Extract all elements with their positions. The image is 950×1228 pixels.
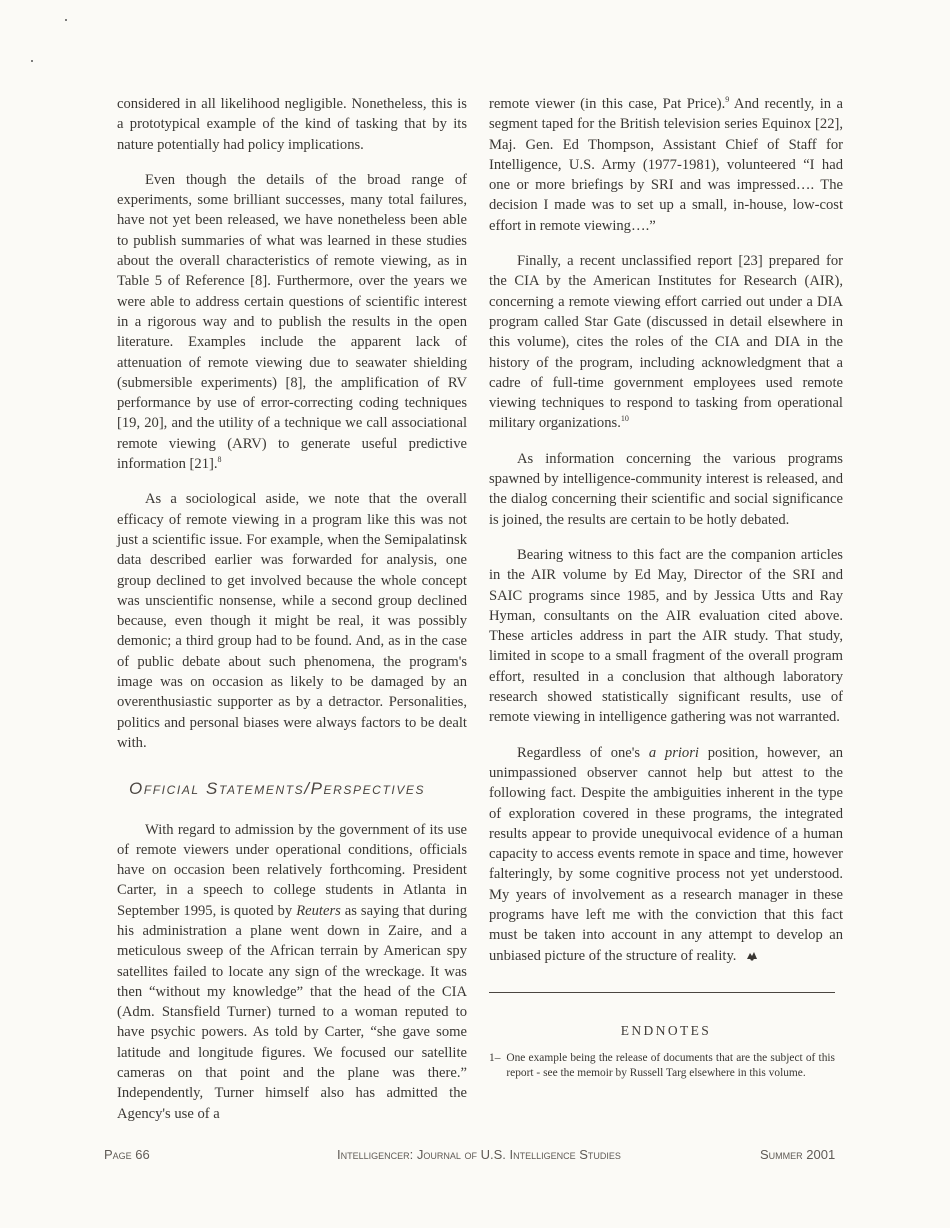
paragraph-text: position, however, an unimpassioned observer cannot help but attest to the following fact. Despite the ambiguities inherent in the type of exploration covered in these programs, the integrated results appear to provide unequivocal evidence of a human capacity to access events remote in space and time, however falteringly, by some cognitive process not yet understood. My years of involvement as a research manager in these programs have left me with the conviction that this fact must be taken into account in any attempt to develop an unbiased picture of the structure of reality.: [489, 744, 843, 964]
paragraph: As information concerning the various programs spawned by intelligence-community interest is released, and the dialog concerning their scientific and social significance is joined, the results are certain to be hotly debated.: [489, 450, 843, 528]
section-heading: Official Statements/Perspectives: [129, 779, 426, 799]
paragraph: [117, 170, 467, 474]
left-column: [117, 94, 467, 1139]
journal-title: Intelligencer: Journal of U.S. Intelligence Studies: [337, 1147, 621, 1162]
issue-date: Summer 2001: [760, 1147, 836, 1162]
scan-speck: [31, 60, 33, 62]
paragraph-text: Regardless of one's: [517, 744, 649, 761]
endnotes-title: ENDNOTES: [620, 1022, 712, 1038]
paragraph: considered in all likelihood negligible. Nonetheless, this is a prototypical example of the kind of tasking that by its nature potentially had policy implications.: [117, 96, 467, 153]
paragraph: [489, 743, 843, 966]
paragraph-text: Finally, a recent unclassified report [23] prepared for the CIA by the American Institutes for Research (AIR), concerning a remote viewing effort carried out under a DIA program called Star Gate (discussed in detail elsewhere in this volume), cites the roles of the CIA and DIA in the history of the program, including acknowledgment that a cadre of full-time government employees used remote viewing techniques to respond to tasking from operational military organizations.: [489, 253, 843, 432]
paragraph-text: And recently, in a segment taped for the British television series Equinox [22], Maj. Gen. Ed Thompson, Assistant Chief of Staff for Intelligence, U.S. Army (1977-1981), volunteered “I had one or more briefings by SRI and was impressed…. The decision I made was to set up a small, in-house, low-cost effort in remote viewing….”: [489, 96, 844, 234]
endnote-text: One example being the release of documents that are the subject of this report - see the memoir by Russell Targ elsewhere in this volume.: [506, 1052, 835, 1080]
italic-text: Reuters: [296, 902, 341, 919]
italic-text: a priori: [648, 744, 699, 761]
paragraph: [489, 94, 843, 236]
end-of-article-icon: [746, 951, 758, 961]
paragraph-text: as saying that during his administration a plane went down in Zaire, and a meticulous sweep of the African terrain by American spy satellites failed to locate any sign of the wreckage. It was then “without my knowledge” that the head of the CIA (Adm. Stansfield Turner) turned to a woman reputed to have psychic powers. As told by Carter, “she gave some latitude and longitude figures. We focused our satellite cameras on that point and the plane was there.” Independently, Turner himself also has admitted the Agency's use of a: [117, 902, 467, 1122]
endnote-item: [489, 1051, 843, 1081]
paragraph: [117, 820, 467, 1124]
right-column: [489, 94, 843, 1081]
endnotes-divider: [489, 992, 835, 993]
paragraph: [489, 251, 843, 434]
scan-speck: [65, 19, 67, 21]
footnote-ref: 9: [725, 95, 730, 105]
footnote-ref: 10: [620, 414, 629, 424]
footnote-ref: 8: [217, 455, 222, 465]
paragraph-text: With regard to admission by the government of its use of remote viewers under operational conditions, officials have on occasion been relatively forthcoming. President Carter, in a speech to college students in Atlanta in September 1995, is quoted by: [117, 821, 467, 919]
page-number: Page 66: [104, 1147, 150, 1162]
paragraph: Bearing witness to this fact are the companion articles in the AIR volume by Ed May, Director of the SRI and SAIC programs since 1985, and by Jessica Utts and Ray Hyman, consultants on the AIR evaluation cited above. These articles address in part the AIR study. That study, limited in scope to a small fragment of the overall program effort, resulted in a conclusion that although laboratory research showed statistically significant results, use of remote viewing in intelligence gathering was not warranted.: [489, 546, 843, 726]
paragraph-text: remote viewer (in this case, Pat Price).: [489, 96, 726, 112]
paragraph: As a sociological aside, we note that the overall efficacy of remote viewing in a program like this was not just a scientific issue. For example, when the Semipalatinsk data described earlier was forwarded for analysis, one group declined to get involved because the whole concept was unscientific nonsense, while a second group declined because, even though it might be real, it was possibly demonic; a third group had to be found. And, as in the case of public debate about such phenomena, the program's image was on occasion as likely to be damaged by an overenthusiastic supporter as by a detractor. Personalities, politics and personal biases were always factors to be dealt with.: [117, 491, 467, 751]
paragraph-text: Even though the details of the broad range of experiments, some brilliant successes, many total failures, have not yet been released, we have nonetheless been able to publish summaries of what was learned in these studies about the overall characteristics of remote viewing, as in Table 5 of Reference [8]. Furthermore, over the years we were able to address certain questions of scientific interest in a rigorous way and to publish the results in the open literature. Examples include the apparent lack of attenuation of remote viewing due to seawater shielding (submersible experiments) [8], the amplification of RV performance by use of error-correcting coding techniques [19, 20], and the utility of a technique we call associational remote viewing (ARV) to generate useful predictive information [21].: [117, 171, 467, 473]
endnote-number: 1–: [489, 1052, 501, 1065]
